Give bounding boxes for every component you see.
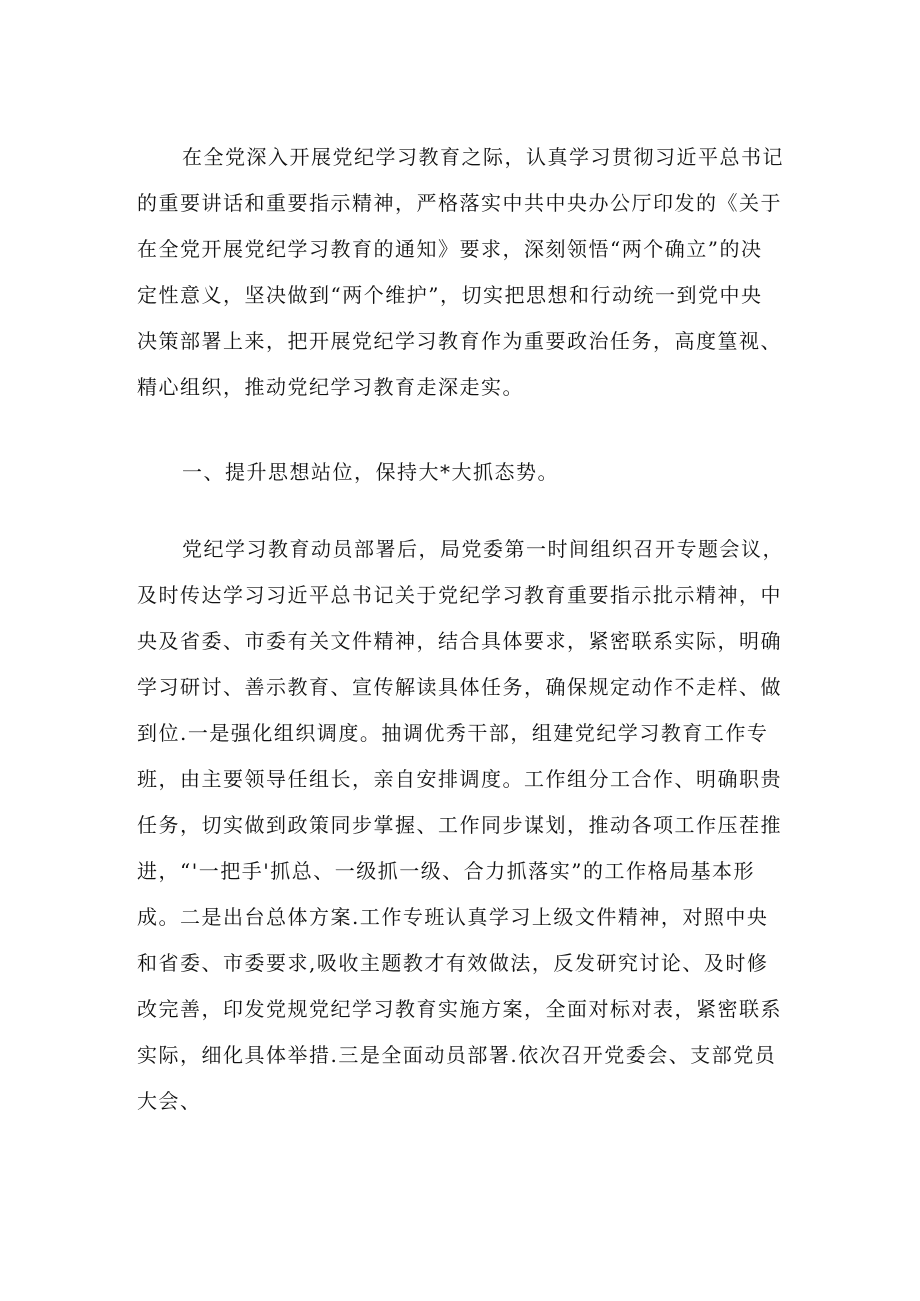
paragraph-2-line-5: 到位.一是强化组织调度。抽调优秀干部，组建党纪学习教育工作专 bbox=[137, 721, 769, 745]
paragraph-1-line-3: 在全党开展党纪学习教育的通知》要求，深刻领悟“两个确立”的决 bbox=[137, 237, 763, 261]
paragraph-1-line-4: 定性意义，坚决做到“两个维护”，切实把思想和行动统一到党中央 bbox=[137, 283, 763, 307]
paragraph-1-line-5: 决策部署上来，把开展党纪学习教育作为重要政治任务，高度篁视、 bbox=[137, 329, 782, 353]
paragraph-2-line-1: 党纪学习教育动员部署后，局党委第一时间组织召开专题会议， bbox=[182, 537, 784, 561]
paragraph-1-line-2: 的重要讲话和重要指示精神，严格落实中共中央办公厅印发的《关于 bbox=[137, 191, 782, 215]
paragraph-2-line-11: 改完善，印发党规党纪学习教育实施方案，全面对标对表，紧密联系 bbox=[137, 997, 782, 1021]
section-heading-1: 一、提升思想站位，保持大*大抓态势。 bbox=[182, 460, 559, 484]
paragraph-2-line-3: 央及省委、市委有关文件精神，结合具体要求，紧密联系实际，明确 bbox=[137, 629, 782, 653]
paragraph-2-line-2: 及时传达学习习近平总书记关于党纪学习教育重要指示批示精神，中 bbox=[137, 583, 782, 607]
paragraph-1-line-1: 在全党深入开展党纪学习教育之际，认真学习贯彻习近平总书记 bbox=[182, 145, 784, 169]
paragraph-1-line-6: 精心组织，推动党纪学习教育走深走实。 bbox=[137, 375, 524, 399]
paragraph-2-line-4: 学习研讨、善示教育、宣传解读具体任务，确保规定动作不走样、做 bbox=[137, 675, 782, 699]
paragraph-2-line-8: 进，“'一把手'抓总、一级抓一级、合力抓落实”的工作格局基本形 bbox=[137, 859, 755, 883]
paragraph-2-line-10: 和省委、市委要求,吸收主题教才有效做法，反发研究讨论、及时修 bbox=[137, 951, 769, 975]
paragraph-2-line-7: 任务，切实做到政策同步掌握、工作同步谋划，推动各项工作压茬推 bbox=[137, 813, 782, 837]
paragraph-2-line-6: 班，由主要领导任组长，亲自安排调度。工作组分工合作、明确职贵 bbox=[137, 767, 782, 791]
paragraph-2-line-13: 大会、 bbox=[137, 1089, 202, 1113]
paragraph-2-line-9: 成。二是出台总体方案.工作专班认真学习上级文件精神，对照中央 bbox=[137, 905, 769, 929]
paragraph-2-line-12: 实际，细化具体举措.三是全面动员部署.依次召开党委会、支部党员 bbox=[137, 1043, 777, 1067]
